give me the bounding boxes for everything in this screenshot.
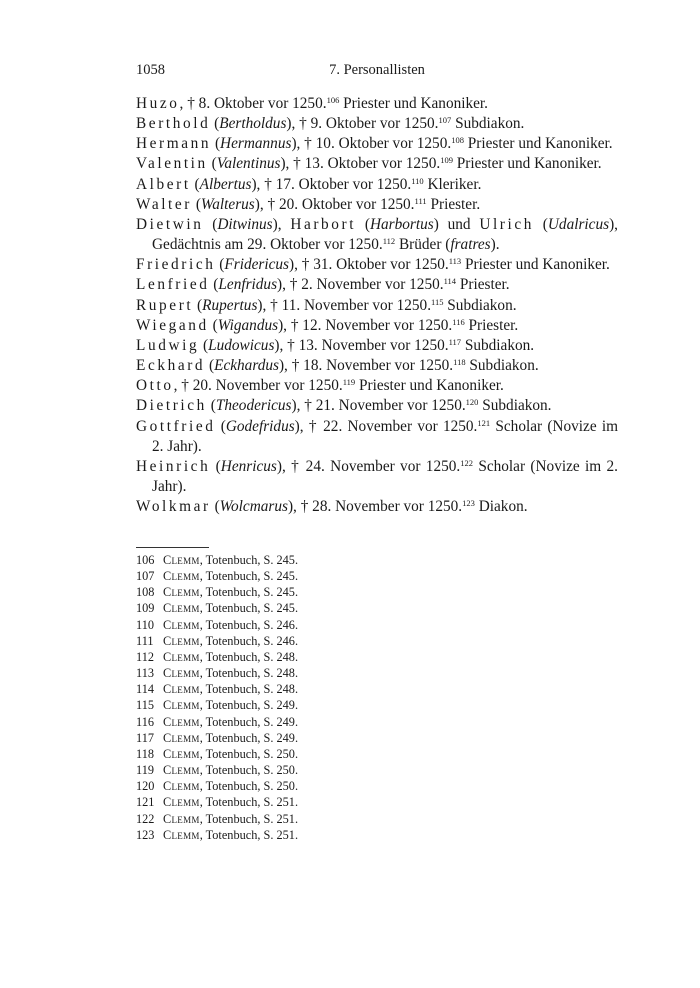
entry-text: ( xyxy=(190,175,200,193)
person-entry xyxy=(136,275,618,295)
footnote-citation: , Totenbuch, S. 251. xyxy=(199,795,299,810)
footnotes xyxy=(136,552,618,843)
footnote-number: 115 xyxy=(136,698,154,713)
entry-text: ). xyxy=(490,236,500,254)
person-name: Otto xyxy=(136,377,174,395)
footnote-author: Clemm xyxy=(163,698,200,713)
footnote-number: 118 xyxy=(136,746,154,761)
entry-date: ), † 9. Oktober vor 1250. xyxy=(286,115,439,133)
latin-name: Ditwinus xyxy=(217,215,273,233)
footnote xyxy=(136,762,618,778)
entry-role: Diakon. xyxy=(474,498,528,516)
entry-role: Subdiakon. xyxy=(465,357,539,375)
entry-text: ( xyxy=(193,296,203,314)
footnote-author: Clemm xyxy=(163,633,200,648)
footnote-number: 123 xyxy=(136,827,155,842)
footnote-number: 121 xyxy=(136,795,155,810)
footnote xyxy=(136,665,618,681)
footnote xyxy=(136,681,618,697)
person-name: Huzo xyxy=(136,95,180,112)
entry-role: Priester. xyxy=(456,276,510,294)
footnote xyxy=(136,600,618,616)
footnote-ref: 107 xyxy=(438,115,452,126)
entry-role: Subdiakon. xyxy=(451,115,525,133)
entry-role: Priester. xyxy=(426,195,481,213)
footnote-author: Clemm xyxy=(163,553,200,567)
person-name: Heinrich xyxy=(136,457,211,475)
entry-role: Priester. xyxy=(464,316,519,334)
entry-date: ), † 24. November vor 1250. xyxy=(276,457,461,475)
footnote-ref: 115 xyxy=(431,296,444,307)
entry-date: ), † 11. November vor 1250. xyxy=(257,296,432,314)
running-title: 7. Personallisten xyxy=(329,62,425,78)
entry-date: ), † 10. Oktober vor 1250. xyxy=(291,135,452,153)
footnote-number: 113 xyxy=(136,666,154,681)
entry-date: ), † 12. November vor 1250. xyxy=(278,316,453,334)
entry-text: ( xyxy=(210,498,220,516)
entry-text: ( xyxy=(211,135,221,153)
entry-date: ), † 17. Oktober vor 1250. xyxy=(251,175,412,193)
footnote xyxy=(136,811,618,827)
person-name: Wiegand xyxy=(136,316,209,334)
footnote-author: Clemm xyxy=(163,827,200,842)
running-header xyxy=(136,62,618,82)
footnote-author: Clemm xyxy=(163,682,200,697)
latin-name: Ludowicus xyxy=(208,336,275,354)
footnote-author: Clemm xyxy=(163,714,200,729)
footnote-author: Clemm xyxy=(163,666,200,681)
footnote-number: 108 xyxy=(136,585,155,600)
entry-role: Scholar (Novize im 2. Jahr). xyxy=(152,417,618,455)
footnote-ref: 110 xyxy=(411,175,424,186)
person-entry xyxy=(136,134,618,154)
person-name: Valentin xyxy=(136,155,208,173)
person-name: Albert xyxy=(136,175,191,193)
entry-date: ), † 31. Oktober vor 1250. xyxy=(289,256,449,274)
entry-role: Priester und Kanoniker. xyxy=(355,377,504,395)
footnote-number: 112 xyxy=(136,649,154,664)
person-entry xyxy=(136,376,618,396)
footnote xyxy=(136,730,618,746)
entry-role: Priester und Kanoniker. xyxy=(339,95,489,112)
latin-name: Henricus xyxy=(220,457,277,475)
person-entry xyxy=(136,417,618,457)
person-entry xyxy=(136,114,618,134)
latin-name: Rupertus xyxy=(202,296,258,314)
entry-text: ( xyxy=(210,457,221,475)
footnote-citation: , Totenbuch, S. 250. xyxy=(199,779,299,794)
entry-role: Subdiakon. xyxy=(461,336,535,354)
footnote-ref: 120 xyxy=(465,397,479,408)
latin-name: Fridericus xyxy=(224,256,289,274)
footnote-number: 119 xyxy=(136,763,154,778)
person-entry xyxy=(136,94,618,114)
latin-name: Theodericus xyxy=(215,397,292,415)
footnote xyxy=(136,617,618,633)
person-name: Berthold xyxy=(136,115,211,133)
latin-name: Wigandus xyxy=(217,316,279,334)
person-name: Eckhard xyxy=(136,357,206,375)
person-name: Walter xyxy=(136,195,192,213)
person-name: Ludwig xyxy=(136,336,200,354)
footnote-number: 120 xyxy=(136,779,155,794)
footnote xyxy=(136,778,618,794)
footnote-author: Clemm xyxy=(163,649,200,664)
latin-name: Walterus xyxy=(200,195,255,213)
footnote-number: 107 xyxy=(136,569,155,584)
entry-role: Subdiakon. xyxy=(478,397,552,415)
footnote-ref: 123 xyxy=(462,498,475,509)
footnote-ref: 122 xyxy=(460,457,473,468)
entry-date: ), † 20. Oktober vor 1250. xyxy=(254,195,415,213)
entry-text: ( xyxy=(192,195,201,213)
footnote-citation: , Totenbuch, S. 249. xyxy=(199,714,299,729)
person-entry xyxy=(136,396,618,416)
person-name: Ulrich xyxy=(479,215,534,233)
person-entry xyxy=(136,255,618,275)
person-list xyxy=(136,94,618,517)
footnote xyxy=(136,827,618,843)
entry-role: Priester und Kanoniker. xyxy=(461,256,610,274)
footnote xyxy=(136,552,618,568)
footnote-author: Clemm xyxy=(163,811,200,826)
footnote-ref: 118 xyxy=(453,357,466,368)
entry-text: ( xyxy=(199,336,209,354)
latin-name: Hermannus xyxy=(220,135,292,153)
entry-date: ), † 28. November vor 1250. xyxy=(287,498,463,516)
entry-text: ( xyxy=(208,316,218,334)
footnote-citation: , Totenbuch, S. 245. xyxy=(199,553,299,567)
entry-date: Gedächtnis am 29. Oktober vor 1250. xyxy=(152,236,383,254)
footnote-ref: 109 xyxy=(440,155,453,166)
entry-date: ), † 22. November vor 1250. xyxy=(294,417,478,435)
footnote-author: Clemm xyxy=(163,746,200,761)
footnote-author: Clemm xyxy=(163,569,200,584)
footnote-number: 114 xyxy=(136,682,154,697)
person-name: Friedrich xyxy=(136,256,216,274)
person-name: Lenfried xyxy=(136,276,210,294)
person-entry xyxy=(136,356,618,376)
person-entry xyxy=(136,497,618,517)
entry-role: Priester und Kanoniker. xyxy=(452,155,602,173)
footnote-number: 110 xyxy=(136,617,154,632)
latin-name: Lenfridus xyxy=(218,276,278,294)
person-name: Dietwin xyxy=(136,215,204,233)
latin-name: Eckhardus xyxy=(214,357,279,375)
footnote-author: Clemm xyxy=(163,601,200,616)
person-entry xyxy=(136,175,618,195)
person-name: Dietrich xyxy=(136,397,207,415)
footnote-ref: 111 xyxy=(414,195,427,206)
latin-name: Bertholdus xyxy=(219,115,287,133)
footnote-ref: 121 xyxy=(477,417,491,428)
page-number: 1058 xyxy=(136,62,165,78)
person-name: Harbort xyxy=(290,215,357,233)
entry-text: ( xyxy=(206,397,216,415)
footnote-citation: , Totenbuch, S. 246. xyxy=(199,617,299,632)
entry-role: Kleriker. xyxy=(423,175,482,193)
entry-role: Priester und Kanoniker. xyxy=(463,135,613,153)
person-entry: Dietwin (Ditwinus), Harbort (Harbortus) und Ulrich (Udalricus), Gedächtnis am 29. Oktober vor 1250.$^{112}$ Brüder (fratres). xyxy=(136,215,618,254)
footnote-number: 106 xyxy=(136,553,155,567)
entry-text: ( xyxy=(210,115,220,133)
footnote-number: 111 xyxy=(136,633,154,648)
entry-date: ), † 21. November vor 1250. xyxy=(291,397,466,415)
person-entry xyxy=(136,195,618,215)
footnote-citation: , Totenbuch, S. 251. xyxy=(199,827,299,842)
person-entry xyxy=(136,154,618,174)
footnote-author: Clemm xyxy=(163,795,200,810)
footnote-citation: , Totenbuch, S. 250. xyxy=(199,763,299,778)
footnote-ref: 117 xyxy=(448,336,462,347)
person-entry xyxy=(136,316,618,336)
footnote-ref: 113 xyxy=(448,256,462,267)
entry-date: ), † 13. Oktober vor 1250. xyxy=(280,155,441,173)
footnote-ref: 108 xyxy=(451,135,464,146)
footnote-number: 109 xyxy=(136,601,155,616)
latin-name: Valentinus xyxy=(216,155,281,173)
footnote xyxy=(136,697,618,713)
entry-date: ), † 13. November vor 1250. xyxy=(274,336,449,354)
person-entry xyxy=(136,457,618,497)
footnote-citation: , Totenbuch, S. 246. xyxy=(199,633,299,648)
footnote-author: Clemm xyxy=(163,779,200,794)
footnote-ref: 116 xyxy=(452,316,465,327)
person-entry xyxy=(136,336,618,356)
footnote-citation: , Totenbuch, S. 248. xyxy=(199,649,299,664)
footnote-citation: , Totenbuch, S. 245. xyxy=(199,585,299,600)
footnote xyxy=(136,649,618,665)
entry-text: ( xyxy=(215,417,226,435)
person-name: Hermann xyxy=(136,135,212,153)
entry-text: ( xyxy=(215,256,225,274)
footnote-separator xyxy=(136,547,209,548)
footnote-citation: , Totenbuch, S. 248. xyxy=(199,682,299,697)
footnote-citation: , Totenbuch, S. 249. xyxy=(199,698,299,713)
footnote-author: Clemm xyxy=(163,730,200,745)
latin-name: Wolcmarus xyxy=(219,498,288,516)
footnote xyxy=(136,746,618,762)
entry-text: ( xyxy=(209,276,219,294)
entry-date: ), † 18. November vor 1250. xyxy=(278,357,454,375)
footnote-citation: , Totenbuch, S. 249. xyxy=(199,730,299,745)
footnote-number: 117 xyxy=(136,730,154,745)
footnote xyxy=(136,633,618,649)
person-name: Rupert xyxy=(136,296,194,314)
person-entry xyxy=(136,296,618,316)
entry-role: Brüder ( xyxy=(395,236,451,254)
person-name: Wolkmar xyxy=(136,498,211,516)
footnote xyxy=(136,584,618,600)
footnote-author: Clemm xyxy=(163,617,200,632)
latin-term: fratres xyxy=(450,236,491,254)
entry-role: Scholar (Novize im 2. Jahr). xyxy=(152,457,618,495)
latin-name: Godefridus xyxy=(225,417,295,435)
footnote-citation: , Totenbuch, S. 250. xyxy=(199,746,299,761)
footnote-citation: , Totenbuch, S. 248. xyxy=(199,666,299,681)
entry-role: Subdiakon. xyxy=(443,296,517,314)
entry-text: ( xyxy=(205,357,215,375)
person-name: Gottfried xyxy=(136,417,216,435)
latin-name: Albertus xyxy=(199,175,252,193)
entry-text: ( xyxy=(207,155,217,173)
footnote xyxy=(136,568,618,584)
footnote xyxy=(136,714,618,730)
latin-name: Harbortus xyxy=(369,215,434,233)
footnote-ref: 112 xyxy=(382,236,396,247)
footnote-citation: , Totenbuch, S. 245. xyxy=(199,601,299,616)
entry-date: , † 8. Oktober vor 1250. xyxy=(179,95,327,112)
footnote-number: 122 xyxy=(136,811,155,826)
entry-date: ), † 2. November vor 1250. xyxy=(277,276,444,294)
latin-name: Udalricus xyxy=(547,215,610,233)
footnote-citation: , Totenbuch, S. 245. xyxy=(199,569,299,584)
footnote-number: 116 xyxy=(136,714,154,729)
footnote-author: Clemm xyxy=(163,763,200,778)
footnote xyxy=(136,794,618,810)
footnote-ref: 119 xyxy=(342,377,356,388)
footnote-ref: 106 xyxy=(326,95,340,105)
footnote-citation: , Totenbuch, S. 251. xyxy=(199,811,299,826)
footnote-author: Clemm xyxy=(163,585,200,600)
entry-date: , † 20. November vor 1250. xyxy=(173,377,343,395)
footnote-ref: 114 xyxy=(443,276,457,287)
